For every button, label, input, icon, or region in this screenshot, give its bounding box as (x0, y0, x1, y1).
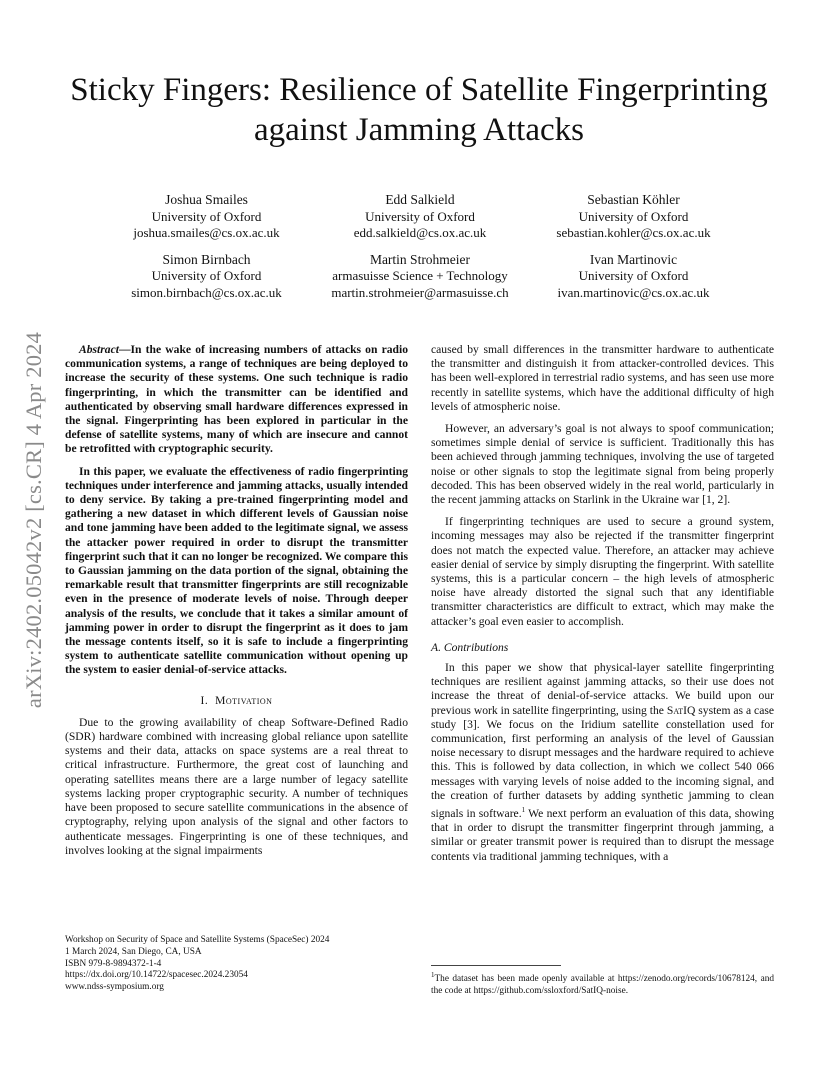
doi-link[interactable]: https://dx.doi.org/10.14722/spacesec.2024.23054 (65, 970, 248, 981)
abstract-dash: — (118, 343, 131, 356)
author-card (314, 252, 527, 302)
section-heading-motivation (65, 694, 408, 708)
author-affiliation: armasuisse Science + Technology (332, 268, 508, 283)
author-email[interactable]: martin.strohmeier@armasuisse.ch (331, 284, 509, 300)
author-card (314, 192, 527, 242)
contrib-text-b: system as a case study [3]. We focus on the Iridium satellite constellation used for communication, first performing an analysis of the level of Gaussian noise necessary to disrupt messages and the hardware required to achieve this. This is followed by data collection, in which we collect 540 066 messages with varying levels of noise added to the incoming signal, and the creation of further datasets by adding synthetic jamming to clean signals in software. (431, 703, 774, 820)
isbn-line: ISBN 979-8-9894372-1-4 (65, 958, 162, 969)
arxiv-identifier-stamp (14, 290, 54, 750)
author-email[interactable]: ivan.martinovic@cs.ox.ac.uk (557, 284, 710, 300)
author-card (100, 252, 313, 302)
subsection-heading-contributions: A. Contributions (431, 640, 509, 654)
footnote-number: 1 (431, 971, 435, 979)
left-column (65, 343, 408, 866)
right-paragraph-3: If fingerprinting techniques are used to secure a ground system, incoming messages may also be rejected if the transmitter fingerprint does not match the expected value. Therefore, an attacker may achieve easier denial of service by simply disrupting the fingerprint. With satellite systems, this is a particular concern – the high levels of atmospheric noise have already distorted the signal such that any identifiable transmitter characteristics are difficult to extract, which may make the attacker’s goal even easier to accomplish. (431, 515, 774, 628)
dataset-footnote (431, 965, 774, 998)
author-row-1 (100, 192, 740, 242)
abstract-paragraph-1 (65, 343, 408, 457)
paper-title (60, 70, 778, 150)
author-email[interactable]: simon.birnbach@cs.ox.ac.uk (131, 284, 282, 300)
abstract (65, 343, 408, 678)
contrib-text-c: We next perform an evaluation of this data, showing that in order to disrupt the transmitter fingerprint through jamming, a similar or greater transmit power is required than to disrupt the message contents via traditional jamming techniques, with a (431, 806, 774, 863)
author-affiliation: University of Oxford (578, 268, 689, 283)
arxiv-stamp-text: arXiv:2402.05042v2 [cs.CR] 4 Apr 2024 (21, 331, 46, 709)
author-name: Simon Birnbach (162, 251, 251, 267)
date-location-line: 1 March 2024, San Diego, CA, USA (65, 946, 202, 957)
author-affiliation: University of Oxford (151, 268, 262, 283)
footnote-rule (431, 965, 561, 966)
section-number: I. (200, 693, 209, 707)
title-line-1: Sticky Fingers: Resilience of Satellite Fingerprinting (70, 72, 768, 108)
author-email[interactable]: joshua.smailes@cs.ox.ac.uk (133, 225, 280, 240)
motivation-paragraph-1: Due to the growing availability of cheap Software-Defined Radio (SDR) hardware combined with increasing global reliance upon satellite systems and their data, attacks on space systems are a real threat to critical infrastructure. Furthermore, the great cost of launching and operating satellites means there are a large number of legacy satellite systems lacking proper cryptographic security. A number of techniques have been proposed to secure satellite communications in the absence of cryptography, relying upon analysis of the signal and other factors to authenticate messages. Fingerprinting is one of these techniques, and involves looking at the signal impairments (65, 715, 408, 857)
footnote-body: The dataset has been made openly available at https://zenodo.org/records/10678124, and the code at https://github.com/ssloxford/SatIQ-noise. (431, 974, 774, 996)
contrib-text-a: In this paper we show that physical-layer satellite fingerprinting techniques are resilient against jamming attacks, so their use does not increase the threat of denial-of-service attacks. We build upon our previous work in satellite fingerprinting, using the (431, 661, 774, 717)
footnote-marker[interactable]: 1 (521, 806, 526, 815)
author-affiliation: University of Oxford (151, 208, 262, 224)
author-name: Martin Strohmeier (369, 251, 471, 267)
author-name: Joshua Smailes (165, 192, 248, 207)
conference-footnote (65, 935, 408, 994)
author-card (527, 192, 740, 242)
author-row-2 (100, 252, 740, 302)
section-title: Motivation (215, 693, 273, 707)
author-name: Edd Salkield (385, 192, 455, 207)
author-name: Ivan Martinovic (589, 251, 678, 267)
right-paragraph-1: caused by small differences in the transmitter hardware to authenticate the transmitter and distinguish it from attacker-controlled devices. This has been well-explored in terrestrial radio systems, and has seen use more recently in satellite systems, which have the additional difficulty of high levels of atmospheric noise. (431, 343, 774, 413)
conference-line: Workshop on Security of Space and Satellite Systems (SpaceSec) 2024 (65, 935, 330, 945)
title-line-2: against Jamming Attacks (254, 112, 584, 148)
author-card (527, 252, 740, 302)
abstract-text-1: In the wake of increasing numbers of attacks on radio communication systems, a range of techniques are being deployed to increase the security of these systems. One such technique is radio fingerprinting, in which the transmitter can be identified and authenticated by observing small hardware differences expressed in the signal. Fingerprinting has been explored in particular in the defense of satellite systems, many of which are insecure and cannot be retrofitted with cryptographic security. (65, 343, 408, 456)
satiq-name: SatIQ (666, 703, 696, 717)
author-block (100, 192, 740, 311)
author-affiliation: University of Oxford (365, 208, 475, 224)
author-email[interactable]: edd.salkield@cs.ox.ac.uk (353, 225, 487, 240)
abstract-label: Abstract (79, 343, 119, 356)
right-paragraph-2: However, an adversary’s goal is not always to spoof communication; sometimes simple denial of service is sufficient. Traditionally this has been achieved through jamming techniques, involving the use of targeted noise or other signals to stop the legitimate signal from being properly decoded. This has been observed widely in the real world, particularly in the recent jamming attacks on Starlink in the Ukraine war [1, 2]. (431, 422, 774, 507)
right-column (431, 343, 774, 872)
contributions-paragraph (431, 661, 774, 864)
author-card (100, 192, 313, 242)
abstract-paragraph-2: In this paper, we evaluate the effectiveness of radio fingerprinting techniques under interference and jamming attacks, usually intended to deny service. By taking a pre-trained fingerprinting model and gathering a new dataset in which different levels of Gaussian noise and tone jamming have been added to the legitimate signal, we assess the attacker power required in order to disrupt the transmitter fingerprint such that it can no longer be recognized. We compare this to Gaussian jamming on the data portion of the signal, obtaining the remarkable result that transmitter fingerprints are still recognizable even in the presence of moderate levels of noise. Through deeper analysis of the results, we conclude that it takes a similar amount of jamming power in order to disrupt the fingerprint as it does to jam the message contents itself, so it is safe to include a fingerprinting system to authenticate satellite communication without opening up the system to easier denial-of-service attacks. (65, 464, 408, 677)
footnote-text (431, 970, 774, 998)
author-affiliation: University of Oxford (578, 208, 689, 224)
symposium-link[interactable]: www.ndss-symposium.org (65, 982, 164, 993)
author-name: Sebastian Köhler (587, 192, 680, 207)
author-email[interactable]: sebastian.kohler@cs.ox.ac.uk (556, 225, 711, 240)
